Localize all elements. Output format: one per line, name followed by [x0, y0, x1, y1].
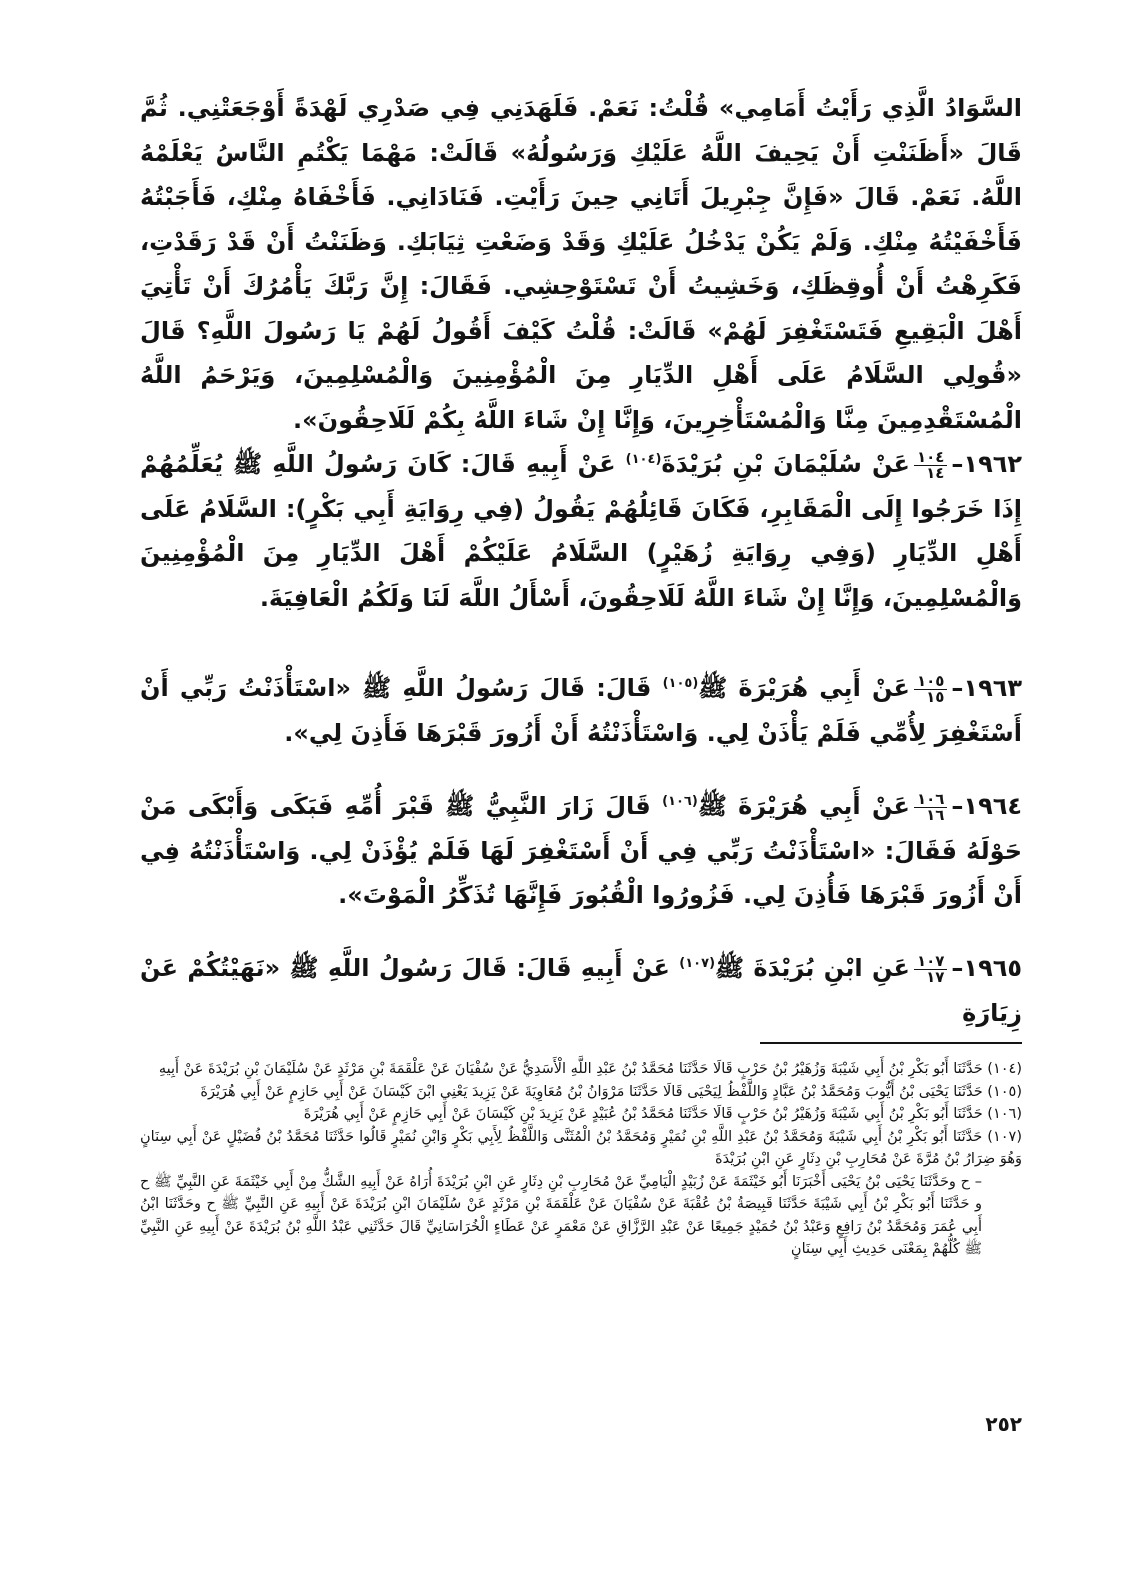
- footnote-text: حَدَّثَنَا أَبُو بَكْرِ بْنُ أَبِي شَيْبَةَ وَزُهَيْرُ بْنُ حَرْبٍ قَالَا حَدَّثَنَا مُحَمَّدُ بْنُ عُبَيْدٍ عَنْ يَزِيدَ بْنِ كَيْسَانَ عَنْ أَبِي حَازِمٍ عَنْ أَبِي هُرَيْرَةَ: [303, 1106, 983, 1122]
- fraction-top: ١٠٥: [914, 674, 947, 690]
- hadith-body: عَنْ أَبِيهِ قَالَ: كَانَ رَسُولُ اللَّهِ ﷺ يُعَلِّمُهُمْ إِذَا خَرَجُوا إِلَى الْمَقَابِرِ، فَكَانَ قَائِلُهُمْ يَقُولُ (فِي رِوَايَةِ أَبِي بَكْرٍ): السَّلَامُ عَلَى أَهْلِ الدِّيَارِ (وَفِي رِوَايَةِ زُهَيْرٍ) السَّلَامُ عَلَيْكُمْ أَهْلَ الدِّيَارِ مِنَ الْمُؤْمِنِينَ وَالْمُسْلِمِينَ، وَإِنَّا إِنْ شَاءَ اللَّهُ لَلَاحِقُونَ، أَسْأَلُ اللَّهَ لَنَا وَلَكُمُ الْعَافِيَةَ.: [140, 450, 1022, 612]
- hadith-body: عَنْ أَبِيهِ قَالَ: قَالَ رَسُولُ اللَّهِ ﷺ «نَهَيْتُكُمْ عَنْ زِيَارَةِ: [140, 954, 1022, 1027]
- footnote-ref: (١٠٧): [679, 956, 716, 971]
- hadith-1962: [140, 442, 1022, 620]
- fraction-bottom: ١٧: [926, 967, 945, 986]
- fraction-bottom: ١٦: [926, 805, 945, 824]
- fraction-top: ١٠٤: [914, 450, 947, 466]
- footnote-continuation: – ح وحَدَّثَنَا يَحْيَى بْنُ يَحْيَى أَخْبَرَنَا أَبُو خَيْثَمَةَ عَنْ زُبَيْدٍ الْيَامِيِّ عَنْ مُحَارِبِ بْنِ دِثَارٍ عَنِ ابْنِ بُرَيْدَةَ أُرَاهُ عَنْ أَبِيهِ الشَّكُّ مِنْ أَبِي خَيْثَمَةَ عَنِ النَّبِيِّ ﷺ ح و حَدَّثَنَا أَبُو بَكْرِ بْنُ أَبِي شَيْبَةَ حَدَّثَنَا قَبِيصَةُ بْنُ عُقْبَةَ عَنْ سُفْيَانَ عَنْ عَلْقَمَةَ بْنِ مَرْثَدٍ عَنْ سُلَيْمَانَ ابْنِ بُرَيْدَةَ عَنْ أَبِيهِ عَنِ النَّبِيِّ ﷺ ح وحَدَّثَنَا ابْنُ أَبِي عُمَرَ وَمُحَمَّدُ بْنُ رَافِعٍ وَعَبْدُ بْنُ حُمَيْدٍ جَمِيعًا عَنْ عَبْدِ الرَّزَّاقِ عَنْ مَعْمَرٍ عَنْ عَطَاءٍ الْخُرَاسَانِيِّ قَالَ حَدَّثَنِي عَبْدُ اللَّهِ بْنُ بُرَيْدَةَ عَنْ أَبِيهِ عَنِ النَّبِيِّ ﷺ كُلُّهُمْ بِمَعْنَى حَدِيثِ أَبِي سِنَانٍ: [140, 1173, 982, 1257]
- hadith-fraction: [914, 789, 947, 824]
- hadith-narrator: عَنْ أَبِي هُرَيْرَةَ ﷺ: [697, 792, 910, 820]
- footnote-107: [140, 1126, 1022, 1261]
- hadith-1965: [140, 946, 1022, 1035]
- hadith-body: قَالَ زَارَ النَّبِيُّ ﷺ قَبْرَ أُمِّهِ فَبَكَى وَأَبْكَى مَنْ حَوْلَهُ فَقَالَ: «اسْتَأْذَنْتُ رَبِّي فِي أَنْ أَسْتَغْفِرَ لَهَا فَلَمْ يُؤْذَنْ لِي. وَاسْتَأْذَنْتُهُ فِي أَنْ أَزُورَ قَبْرَهَا فَأُذِنَ لِي. فَزُورُوا الْقُبُورَ فَإِنَّهَا تُذَكِّرُ الْمَوْتَ».: [140, 792, 1022, 909]
- fraction-bottom: ١٤: [926, 463, 945, 482]
- hadith-fraction: [914, 447, 947, 482]
- hadith-number: ١٩٦٣–: [951, 674, 1023, 702]
- fraction-bottom: ١٥: [926, 687, 945, 706]
- footnote-106: [140, 1103, 1022, 1126]
- footnote-text: حَدَّثَنَا يَحْيَى بْنُ أَيُّوبَ وَمُحَمَّدُ بْنُ عَبَّادٍ وَاللَّفْظُ لِيَحْيَى قَالَا حَدَّثَنَا مَرْوَانُ بْنُ مُعَاوِيَةَ عَنْ يَزِيدَ يَعْنِي ابْنَ كَيْسَانَ عَنْ أَبِي حَازِمٍ عَنْ أَبِي هُرَيْرَةَ: [200, 1083, 983, 1100]
- footnote-number: (١٠٦): [987, 1106, 1022, 1122]
- hadith-body: قَالَ: قَالَ رَسُولُ اللَّهِ ﷺ «اسْتَأْذَنْتُ رَبِّي أَنْ أَسْتَغْفِرَ لِأُمِّي فَلَمْ يَأْذَنْ لِي. وَاسْتَأْذَنْتُهُ أَنْ أَزُورَ قَبْرَهَا فَأَذِنَ لِي».: [140, 674, 1022, 747]
- footnote-number: (١٠٥): [987, 1083, 1022, 1100]
- hadith-narrator: عَنْ أَبِي هُرَيْرَةَ ﷺ: [698, 674, 910, 702]
- footnote-text: حَدَّثَنَا أَبُو بَكْرِ بْنُ أَبِي شَيْبَةَ وَزُهَيْرُ بْنُ حَرْبٍ قَالَا حَدَّثَنَا مُحَمَّدُ بْنُ عَبْدِ اللَّهِ الْأَسَدِيُّ عَنْ سُفْيَانَ عَنْ عَلْقَمَةَ بْنِ مَرْثَدٍ عَنْ سُلَيْمَانَ بْنِ بُرَيْدَةَ عَنْ أَبِيهِ: [158, 1061, 983, 1077]
- hadith-number: ١٩٦٢–: [951, 450, 1023, 478]
- footnote-number: (١٠٤): [987, 1061, 1022, 1077]
- hadith-fraction: [914, 951, 947, 986]
- footnote-104: [140, 1058, 1022, 1081]
- footnote-text: حَدَّثَنَا أَبُو بَكْرِ بْنُ أَبِي شَيْبَةَ وَمُحَمَّدُ بْنُ عَبْدِ اللَّهِ بْنِ نُمَيْرٍ وَمُحَمَّدُ بْنُ الْمُثَنَّى وَاللَّفْظُ لِأَبِي بَكْرٍ وَابْنِ نُمَيْرٍ قَالُوا حَدَّثَنَا مُحَمَّدُ بْنُ فُضَيْلٍ عَنْ أَبِي سِنَانٍ وَهُوَ ضِرَارُ بْنُ مُرَّةَ عَنْ مُحَارِبِ بْنِ دِثَارٍ عَنِ ابْنِ بُرَيْدَةَ: [140, 1128, 1022, 1167]
- hadith-narrator: عَنْ سُلَيْمَانَ بْنِ بُرَيْدَةَ: [661, 450, 910, 478]
- hadith-narrator: عَنِ ابْنِ بُرَيْدَةَ ﷺ: [715, 954, 910, 982]
- hadith-1963: [140, 666, 1022, 755]
- hadith-number: ١٩٦٥–: [951, 954, 1023, 982]
- footnote-ref: (١٠٥): [662, 676, 699, 691]
- hadith-fraction: [914, 671, 947, 706]
- fraction-top: ١٠٦: [914, 792, 947, 808]
- footnote-divider: [760, 1042, 1022, 1044]
- fraction-top: ١٠٧: [914, 954, 947, 970]
- footnote-number: (١٠٧): [987, 1128, 1023, 1145]
- page-number: ٢٥٢: [985, 1412, 1022, 1436]
- hadith-1964: [140, 784, 1022, 918]
- intro-paragraph: [140, 86, 1022, 442]
- hadith-number: ١٩٦٤–: [951, 792, 1023, 820]
- intro-text: السَّوَادُ الَّذِي رَأَيْتُ أَمَامِي» قُلْتُ: نَعَمْ. فَلَهَدَنِي فِي صَدْرِي لَهْدَةً أَوْجَعَتْنِي. ثُمَّ قَالَ «أَظَنَنْتِ أَنْ يَحِيفَ اللَّهُ عَلَيْكِ وَرَسُولُهُ» قَالَتْ: مَهْمَا يَكْتُمِ النَّاسُ يَعْلَمْهُ اللَّهُ. نَعَمْ. قَالَ «فَإِنَّ جِبْرِيلَ أَتَانِي حِينَ رَأَيْتِ. فَنَادَانِي. فَأَخْفَاهُ مِنْكِ، فَأَجَبْتُهُ فَأَخْفَيْتُهُ مِنْكِ. وَلَمْ يَكُنْ يَدْخُلُ عَلَيْكِ وَقَدْ وَضَعْتِ ثِيَابَكِ. وَظَنَنْتُ أَنْ قَدْ رَقَدْتِ، فَكَرِهْتُ أَنْ أُوقِظَكِ، وَخَشِيتُ أَنْ تَسْتَوْحِشِي. فَقَالَ: إِنَّ رَبَّكَ يَأْمُرُكَ أَنْ تَأْتِيَ أَهْلَ الْبَقِيعِ فَتَسْتَغْفِرَ لَهُمْ» قَالَتْ: قُلْتُ كَيْفَ أَقُولُ لَهُمْ يَا رَسُولَ اللَّهِ؟ قَالَ «قُولِي السَّلَامُ عَلَى أَهْلِ الدِّيَارِ مِنَ الْمُؤْمِنِينَ وَالْمُسْلِمِينَ، وَيَرْحَمُ اللَّهُ الْمُسْتَقْدِمِينَ مِنَّا وَالْمُسْتَأْخِرِينَ، وَإِنَّا إِنْ شَاءَ اللَّهُ بِكُمْ لَلَاحِقُونَ».: [140, 94, 1022, 434]
- footnote-105: [140, 1081, 1022, 1104]
- footnote-ref: (١٠٦): [662, 794, 698, 809]
- footnote-ref: (١٠٤): [625, 452, 662, 467]
- footnotes: [140, 1058, 1022, 1261]
